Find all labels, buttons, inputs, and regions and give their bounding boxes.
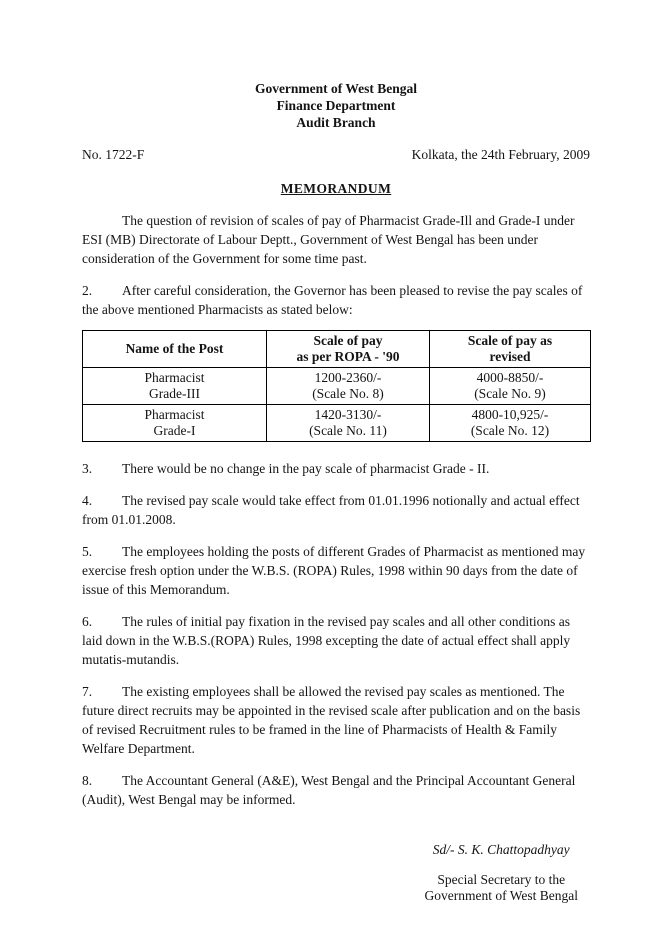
revised-line1: 4000-8850/- — [476, 370, 544, 385]
signature-role-line2: Government of West Bengal — [424, 888, 578, 903]
post-line1: Pharmacist — [144, 370, 205, 385]
paragraph-8 — [82, 771, 590, 809]
paragraph-2 — [82, 281, 590, 319]
paragraph-8-text: The Accountant General (A&E), West Bengal and the Principal Accountant General (Audit), West Bengal may be informed. — [82, 773, 576, 807]
revised-line2: (Scale No. 12) — [470, 423, 550, 438]
paragraph-4 — [82, 491, 590, 529]
memo-title: MEMORANDUM — [280, 181, 392, 196]
paragraph-3 — [82, 459, 590, 478]
header-cell-post — [83, 331, 267, 368]
paragraph-6 — [82, 612, 590, 669]
ropa-line1: 1200-2360/- — [314, 370, 382, 385]
post-line2: Grade-I — [153, 423, 196, 438]
header-cell-revised — [430, 331, 591, 368]
paragraph-2-number: 2. — [82, 283, 93, 298]
table-row — [83, 405, 591, 442]
pay-scale-table — [82, 330, 591, 442]
paragraph-3-number: 3. — [82, 461, 93, 476]
paragraph-8-number: 8. — [82, 773, 93, 788]
paragraph-3-text: There would be no change in the pay scale of pharmacist Grade - II. — [122, 461, 490, 476]
header-cell-ropa — [267, 331, 430, 368]
paragraph-4-text: The revised pay scale would take effect from 01.01.1996 notionally and actual effect from 01.01.2008. — [82, 493, 580, 527]
paragraph-5-number: 5. — [82, 544, 93, 559]
department-name: Finance Department — [276, 98, 396, 113]
branch-name: Audit Branch — [296, 115, 376, 130]
post-line2: Grade-III — [149, 386, 200, 401]
table-header-row — [83, 331, 591, 368]
header-ropa-line2: as per ROPA - '90 — [296, 349, 400, 364]
paragraph-1-text: The question of revision of scales of pay of Pharmacist Grade-Ill and Grade-I under ESI (MB) Directorate of Labour Deptt., Government of West Bengal has been under consideration of the Government for some time past. — [82, 213, 575, 266]
cell-post-grade1 — [83, 405, 267, 442]
table-row — [83, 368, 591, 405]
ropa-line2: (Scale No. 11) — [309, 423, 387, 438]
post-line1: Pharmacist — [144, 407, 205, 422]
paragraph-2-text: After careful consideration, the Governor has been pleased to revise the pay scales of the above mentioned Pharmacists as stated below: — [82, 283, 583, 317]
memo-number: No. 1722-F — [82, 147, 145, 162]
signature-role-line1: Special Secretary to the — [437, 872, 566, 887]
paragraph-4-number: 4. — [82, 493, 93, 508]
memo-title-wrap — [82, 179, 590, 198]
signature-name: Sd/- S. K. Chattopadhyay — [432, 842, 570, 857]
paragraph-7-text: The existing employees shall be allowed the revised pay scales as mentioned. The future direct recruits may be appointed in the revised scale after publication and on the basis of revised Recruitment rules to be framed in the line of Pharmacists of Health & Family Welfare Department. — [82, 684, 581, 756]
signature-area — [82, 840, 590, 904]
place-date: Kolkata, the 24th February, 2009 — [411, 147, 590, 162]
ropa-line1: 1420-3130/- — [314, 407, 382, 422]
document-header — [82, 80, 590, 131]
paragraph-5-text: The employees holding the posts of different Grades of Pharmacist as mentioned may exercise fresh option under the W.B.S. (ROPA) Rules, 1998 within 90 days from the date of issue of this Memorandum. — [82, 544, 586, 597]
revised-line1: 4800-10,925/- — [471, 407, 549, 422]
paragraph-7 — [82, 682, 590, 758]
signature-block — [424, 840, 578, 904]
cell-revised-grade3 — [430, 368, 591, 405]
paragraph-6-number: 6. — [82, 614, 93, 629]
cell-revised-grade1 — [430, 405, 591, 442]
header-revised-line1: Scale of pay as — [467, 333, 553, 348]
header-revised-line2: revised — [489, 349, 531, 364]
header-ropa-line1: Scale of pay — [313, 333, 383, 348]
signature-role — [424, 872, 578, 904]
org-name: Government of West Bengal — [254, 81, 418, 96]
cell-ropa-grade3 — [267, 368, 430, 405]
paragraph-7-number: 7. — [82, 684, 93, 699]
cell-post-grade3 — [83, 368, 267, 405]
paragraph-5 — [82, 542, 590, 599]
ropa-line2: (Scale No. 8) — [312, 386, 384, 401]
reference-row — [82, 145, 590, 164]
paragraph-1 — [82, 211, 590, 268]
revised-line2: (Scale No. 9) — [474, 386, 546, 401]
paragraph-6-text: The rules of initial pay fixation in the revised pay scales and all other conditions as laid down in the W.B.S.(ROPA) Rules, 1998 excepting the date of actual effect shall apply mutatis-mutandis. — [82, 614, 571, 667]
cell-ropa-grade1 — [267, 405, 430, 442]
header-post-label: Name of the Post — [125, 341, 224, 356]
